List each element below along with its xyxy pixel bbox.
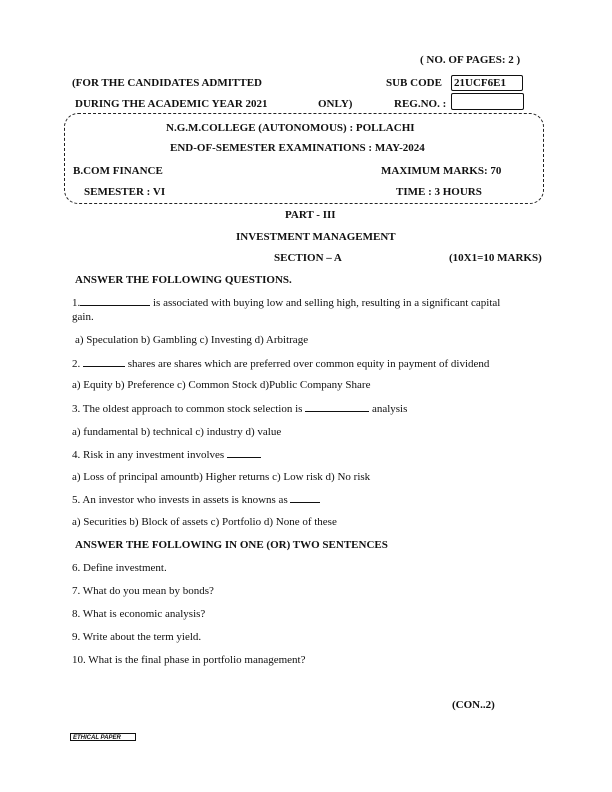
course-name: B.COM FINANCE [73,165,163,177]
subject-title: INVESTMENT MANAGEMENT [236,231,396,243]
sub-code-label: SUB CODE [386,77,442,89]
answer-blank [290,493,320,503]
question-3-options: a) fundamental b) technical c) industry d) value [72,426,282,438]
question-5 [72,493,320,506]
answer-blank [305,402,369,412]
question-5-text: 5. An investor who invests in assets is knowns as [72,494,291,506]
candidates-line-1: (FOR THE CANDIDATES ADMITTED [72,77,262,89]
question-2 [72,357,489,370]
sub-code-box [451,75,523,91]
college-name: N.G.M.COLLEGE (AUTONOMOUS) : POLLACHI [166,122,415,134]
section-title: SECTION – A [274,252,342,264]
section-marks: (10X1=10 MARKS) [449,252,542,264]
continued-note: (CON..2) [452,699,495,711]
question-2-number: 2. [72,358,83,370]
question-7: 7. What do you mean by bonds? [72,585,214,597]
answer-blank [227,448,261,458]
exam-name: END-OF-SEMESTER EXAMINATIONS : MAY-2024 [170,142,425,154]
candidates-line-2-end: ONLY) [318,98,353,110]
ethical-paper-stamp: ETHICAL PAPER [70,733,136,741]
answer-blank [83,357,125,367]
question-2-options: a) Equity b) Preference c) Common Stock d)Public Company Share [72,379,371,391]
question-4-options: a) Loss of principal amountb) Higher returns c) Low risk d) No risk [72,471,371,483]
question-1 [72,296,500,309]
max-marks: MAXIMUM MARKS: 70 [381,165,502,177]
question-3-text: 3. The oldest approach to common stock selection is [72,403,306,415]
question-5-options: a) Securities b) Block of assets c) Portfolio d) None of these [72,516,337,528]
instruction-short-answer: ANSWER THE FOLLOWING IN ONE (OR) TWO SENTENCES [75,539,388,551]
question-3-text-end: analysis [369,403,408,415]
candidates-line-2: DURING THE ACADEMIC YEAR 2021 [75,98,268,110]
question-8: 8. What is economic analysis? [72,608,206,620]
question-1-cont: gain. [72,311,94,323]
reg-no-box [451,93,524,110]
question-1-number: 1. [72,297,81,309]
question-6: 6. Define investment. [72,562,167,574]
part-title: PART - III [285,209,336,221]
question-1-text: is associated with buying low and selling high, resulting in a significant capital [150,297,501,309]
question-2-text: shares are shares which are preferred over common equity in payment of dividend [125,358,490,370]
reg-no-label: REG.NO. : [394,98,447,110]
question-3 [72,402,407,415]
question-1-options: a) Speculation b) Gambling c) Investing d) Arbitrage [75,334,309,346]
question-10: 10. What is the final phase in portfolio management? [72,654,306,666]
page-count: ( NO. OF PAGES: 2 ) [420,54,521,66]
instruction-mcq: ANSWER THE FOLLOWING QUESTIONS. [75,274,292,286]
answer-blank [80,296,150,306]
exam-time: TIME : 3 HOURS [396,186,482,198]
semester: SEMESTER : VI [84,186,166,198]
question-4-text: 4. Risk in any investment involves [72,449,227,461]
question-9: 9. Write about the term yield. [72,631,202,643]
sub-code-value: 21UCF6E1 [454,77,506,89]
question-4 [72,448,261,461]
